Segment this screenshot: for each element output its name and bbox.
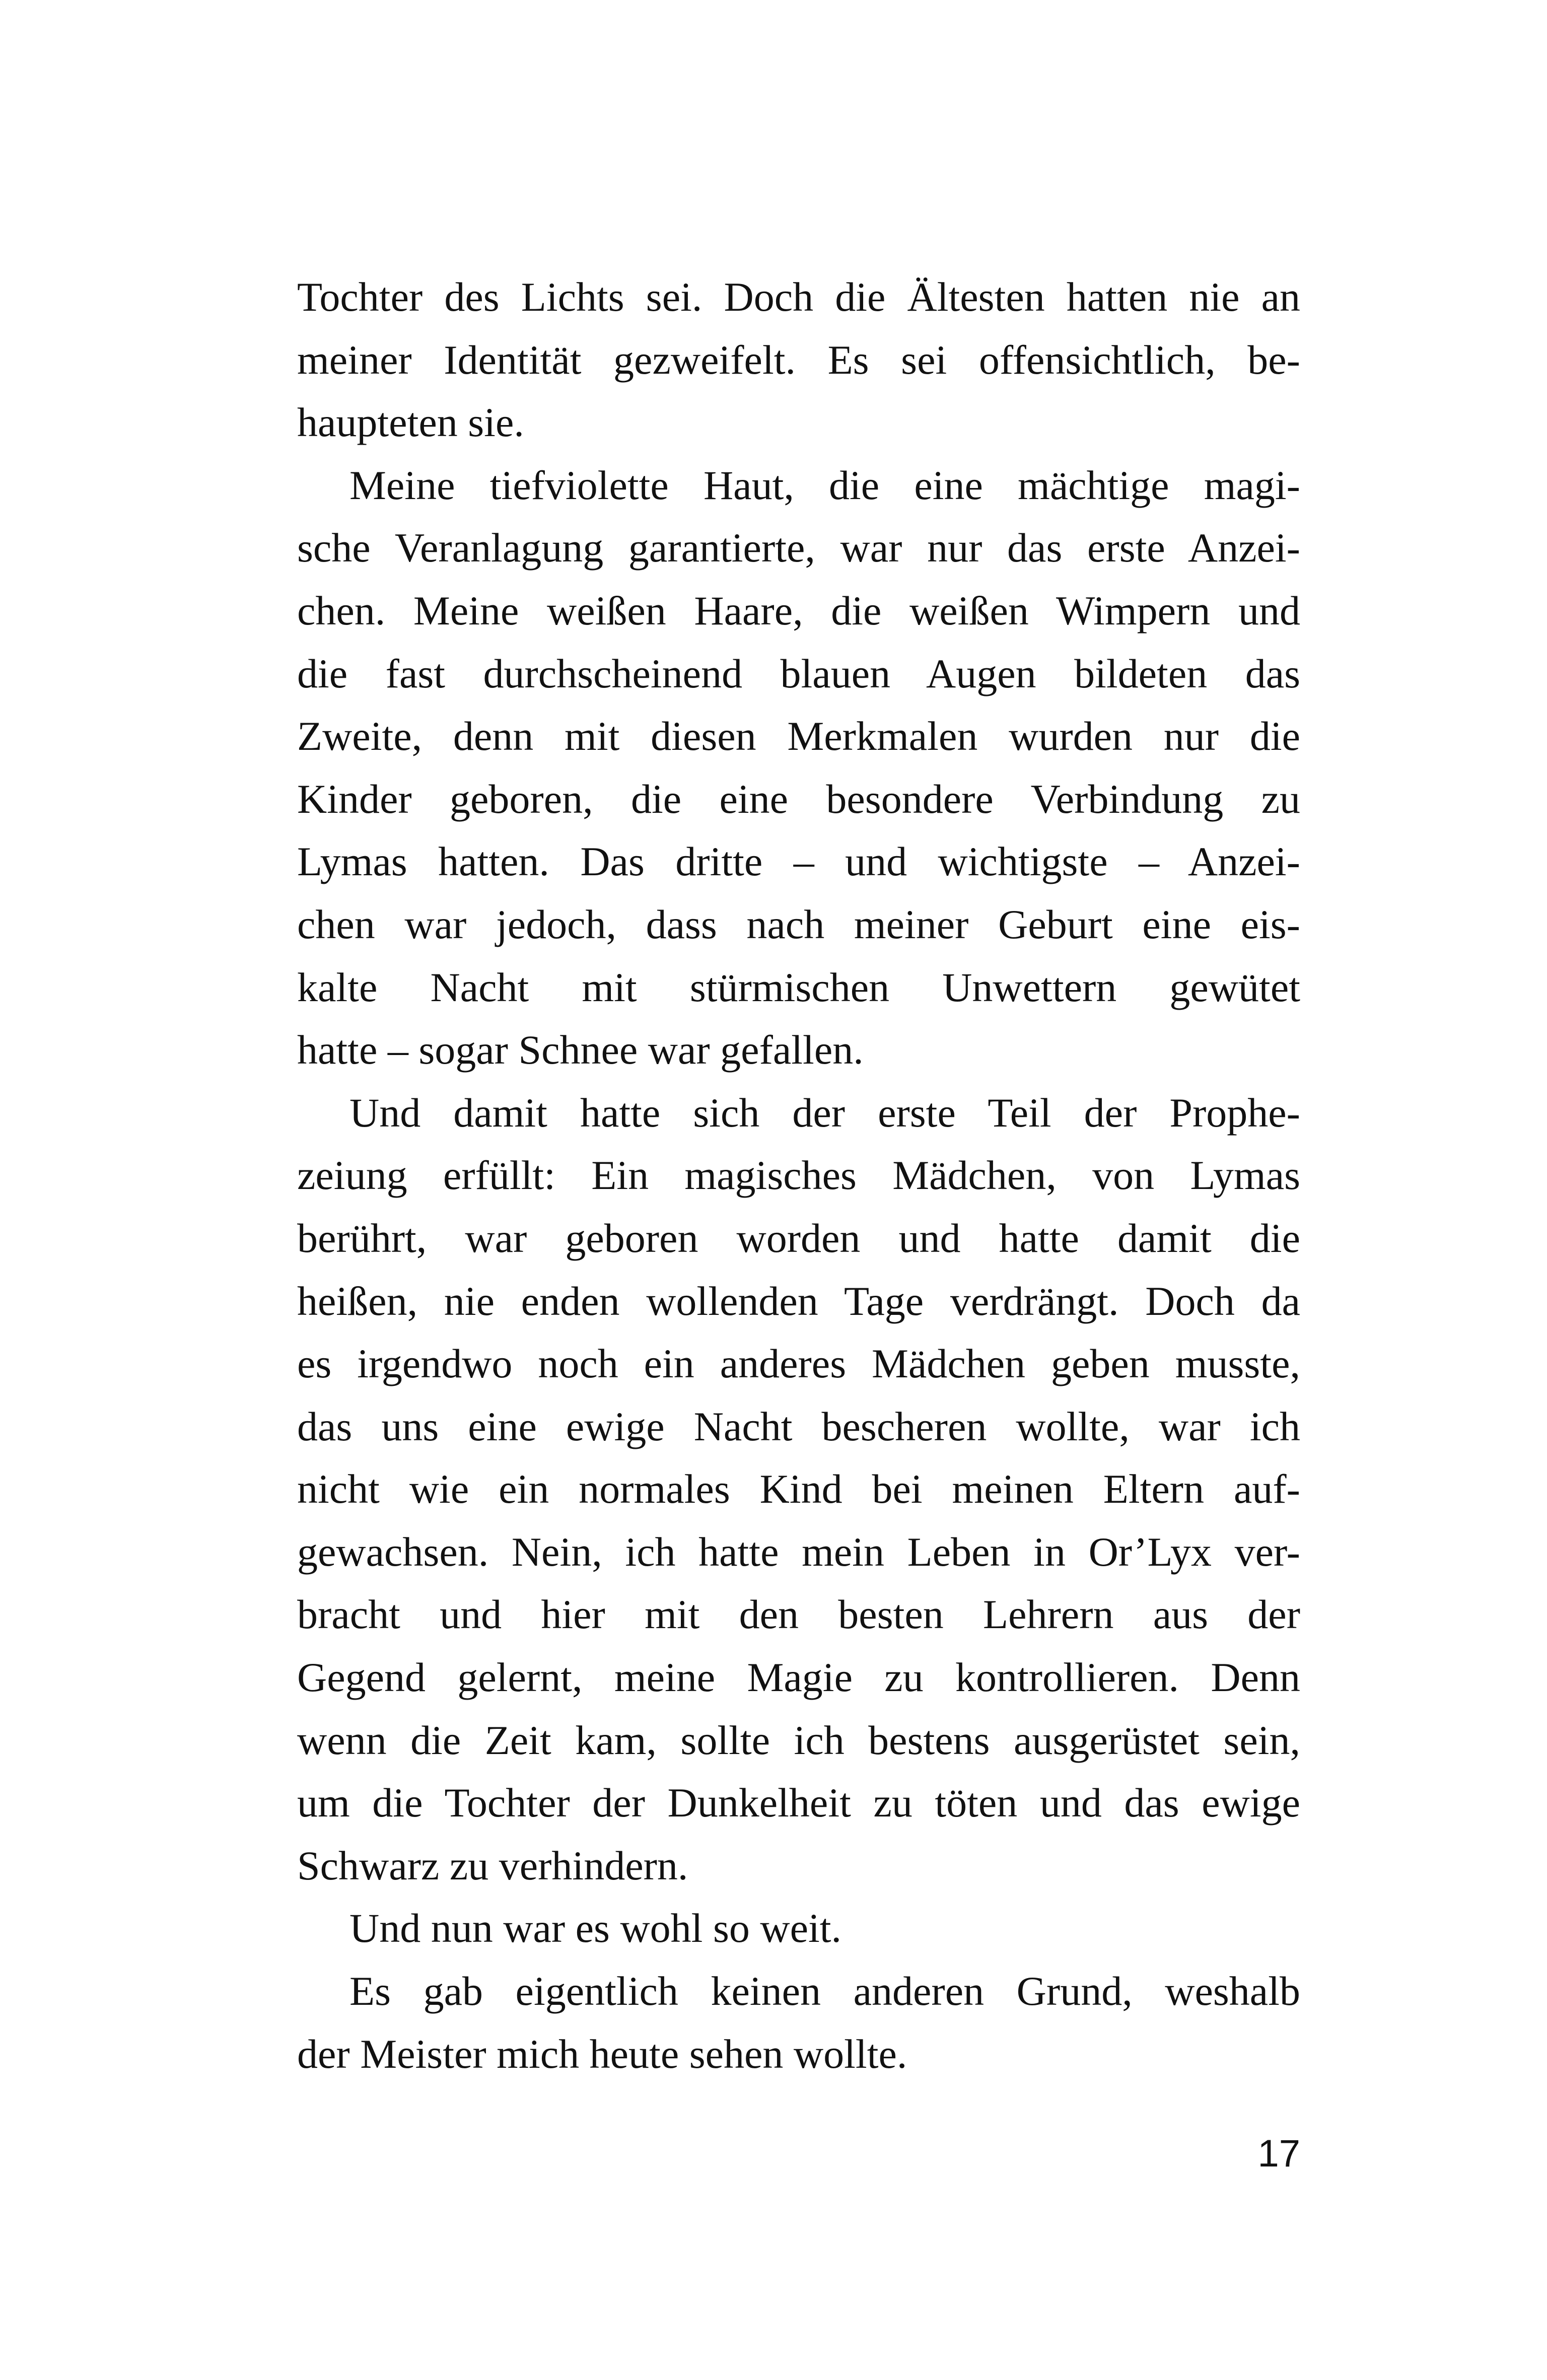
text-line: kalte Nacht mit stürmischen Unwettern gewütet <box>297 964 1300 1010</box>
text-line: es irgendwo noch ein anderes Mädchen geben musste, <box>297 1341 1300 1387</box>
paragraph <box>297 1082 1300 1898</box>
paragraph <box>297 266 1300 454</box>
text-line: Und damit hatte sich der erste Teil der Prophe- <box>349 1089 1300 1136</box>
page-number: 17 <box>1257 2132 1300 2175</box>
text-line: Und nun war es wohl so weit. <box>349 1905 842 1951</box>
text-line: Kinder geboren, die eine besondere Verbindung zu <box>297 776 1300 822</box>
text-line: Lymas hatten. Das dritte – und wichtigste – Anzei- <box>297 838 1300 885</box>
text-line: hatte – sogar Schnee war gefallen. <box>297 1027 864 1073</box>
text-line: das uns eine ewige Nacht bescheren wollte, war ich <box>297 1403 1300 1449</box>
text-line: bracht und hier mit den besten Lehrern aus der <box>297 1591 1300 1638</box>
text-line: Tochter des Lichts sei. Doch die Ältesten hatten nie an <box>297 274 1300 320</box>
paragraph <box>297 1960 1300 2085</box>
paragraph <box>297 454 1300 1082</box>
text-line: zeiung erfüllt: Ein magisches Mädchen, von Lymas <box>297 1152 1300 1199</box>
text-line: chen. Meine weißen Haare, die weißen Wimpern und <box>297 587 1300 634</box>
text-line: Es gab eigentlich keinen anderen Grund, weshalb <box>349 1968 1300 2014</box>
text-line: heißen, nie enden wollenden Tage verdrängt. Doch da <box>297 1278 1300 1324</box>
text-line: meiner Identität gezweifelt. Es sei offensichtlich, be- <box>297 336 1300 383</box>
text-line: gewachsen. Nein, ich hatte mein Leben in Or’Lyx ver- <box>297 1528 1300 1575</box>
text-line: der Meister mich heute sehen wollte. <box>297 2031 907 2077</box>
text-line: sche Veranlagung garantierte, war nur das erste Anzei- <box>297 525 1300 571</box>
text-line: die fast durchscheinend blauen Augen bildeten das <box>297 650 1300 696</box>
text-line: nicht wie ein normales Kind bei meinen Eltern auf- <box>297 1466 1300 1512</box>
body-text <box>297 266 1300 2085</box>
text-line: Schwarz zu verhindern. <box>297 1842 688 1888</box>
text-line: wenn die Zeit kam, sollte ich bestens ausgerüstet sein, <box>297 1717 1300 1763</box>
text-line: berührt, war geboren worden und hatte damit die <box>297 1215 1300 1261</box>
text-line: Zweite, denn mit diesen Merkmalen wurden nur die <box>297 713 1300 759</box>
text-line: chen war jedoch, dass nach meiner Geburt eine eis- <box>297 901 1300 947</box>
text-line: haupteten sie. <box>297 399 524 446</box>
text-line: um die Tochter der Dunkelheit zu töten und das ewige <box>297 1780 1300 1826</box>
text-line: Meine tiefviolette Haut, die eine mächtige magi- <box>349 462 1300 508</box>
text-line: Gegend gelernt, meine Magie zu kontrollieren. Denn <box>297 1654 1300 1701</box>
paragraph <box>297 1897 1300 1960</box>
